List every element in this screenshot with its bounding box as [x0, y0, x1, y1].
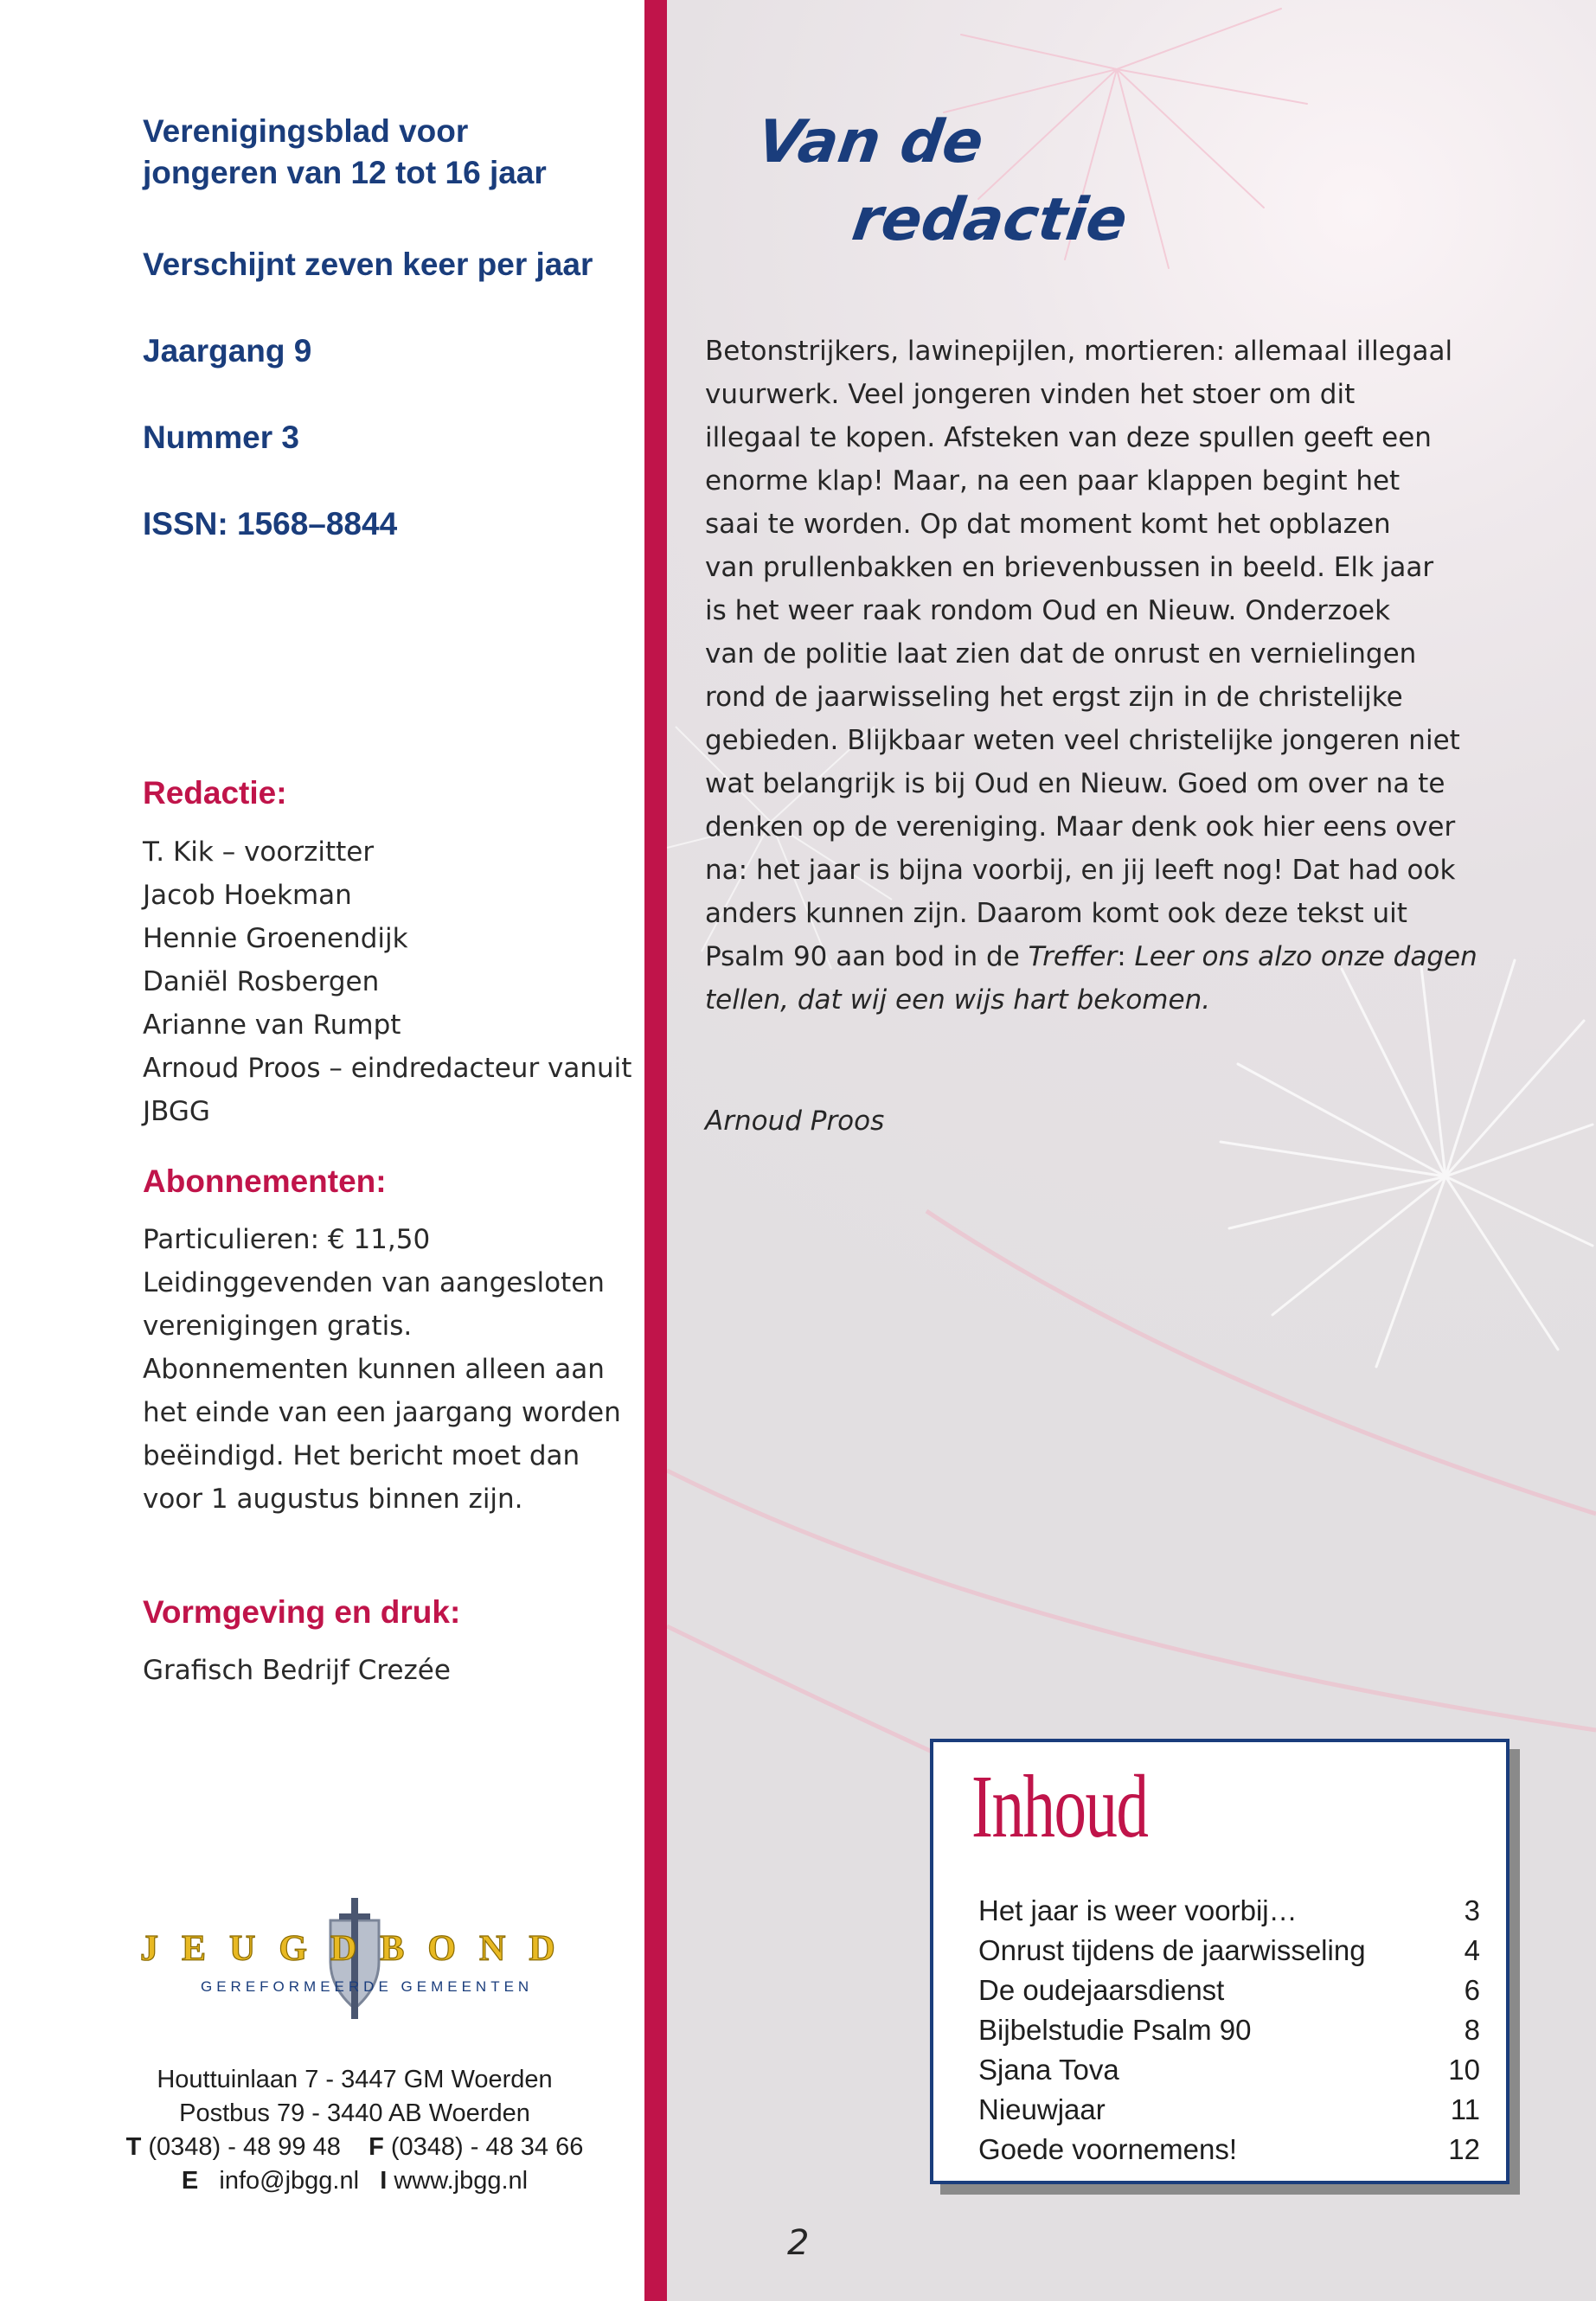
phone-label: T	[125, 2133, 142, 2161]
toc-entry-title: De oudejaarsdienst	[978, 1974, 1225, 2006]
toc-entry[interactable]	[978, 1971, 1480, 2010]
email-label: E	[181, 2167, 199, 2195]
redactie-member: Jacob Hoekman	[143, 880, 352, 911]
toc-entry-title: Goede voornemens!	[978, 2133, 1238, 2165]
toc-entry-title: Sjana Tova	[978, 2054, 1119, 2086]
toc-entry-page: 12	[1448, 2133, 1480, 2165]
abonnementen-line: verenigingen gratis.	[143, 1311, 413, 1342]
editorial-line: van de politie laat zien dat de onrust en vernielingen	[705, 638, 1417, 670]
editorial-line: enorme klap! Maar, na een paar klappen begint het	[705, 465, 1401, 497]
tagline-line-2: jongeren van 12 tot 16 jaar	[143, 155, 547, 190]
toc-entry-page: 4	[1464, 1934, 1480, 1966]
vormgeving-text	[143, 1649, 636, 1692]
editorial-line: van prullenbakken en brievenbussen in beeld. Elk jaar	[705, 552, 1434, 583]
quote-end: tellen, dat wij een wijs hart bekomen.	[705, 984, 1211, 1016]
redactie-list	[143, 830, 636, 1133]
fax-number: (0348) - 48 34 66	[390, 2133, 584, 2161]
quote-start: Leer ons alzo onze dagen	[1134, 941, 1477, 972]
masthead-tagline	[143, 111, 662, 194]
page-number: 2	[787, 2223, 810, 2263]
editorial-line: anders kunnen zijn. Daarom komt ook deze tekst uit	[705, 898, 1407, 929]
editorial-line: gebieden. Blijkbaar weten veel christelijke jongeren niet	[705, 725, 1460, 756]
toc-entry[interactable]	[978, 1891, 1480, 1931]
toc-entry-title: Bijbelstudie Psalm 90	[978, 2014, 1252, 2046]
editorial-line: illegaal te kopen. Afsteken van deze spullen geeft een	[705, 422, 1432, 453]
redactie-member: Hennie Groenendijk	[143, 923, 408, 954]
editorial-line: rond de jaarwisseling het ergst zijn in de christelijke	[705, 682, 1403, 713]
toc-entry-page: 10	[1448, 2054, 1480, 2086]
abonnementen-text	[143, 1218, 636, 1521]
toc-entry[interactable]	[978, 2050, 1480, 2090]
toc-entry[interactable]	[978, 2130, 1480, 2170]
toc-entry-page: 6	[1464, 1974, 1480, 2006]
web-label: I	[380, 2167, 388, 2195]
editorial-line: na: het jaar is bijna voorbij, en jij leeft nog! Dat had ook	[705, 855, 1456, 886]
email-address[interactable]: info@jbgg.nl	[219, 2167, 360, 2195]
address-block	[87, 2063, 623, 2198]
toc-entry[interactable]	[978, 2090, 1480, 2130]
issue-text: Nummer 3	[143, 420, 299, 455]
redactie-member: Arianne van Rumpt	[143, 1009, 401, 1041]
abonnementen-line: beëindigd. Het bericht moet dan	[143, 1440, 580, 1471]
table-of-contents	[930, 1739, 1509, 2184]
toc-entry[interactable]	[978, 2010, 1480, 2050]
toc-entry-title: Het jaar is weer voorbij…	[978, 1894, 1298, 1926]
abonnementen-line: Particulieren: € 11,50	[143, 1224, 431, 1255]
redactie-member: JBGG	[143, 1096, 210, 1127]
editorial-line: vuurwerk. Veel jongeren vinden het stoer om dit	[705, 379, 1356, 410]
jeugdbond-logo	[130, 1894, 580, 2033]
printer-name: Grafisch Bedrijf Crezée	[143, 1655, 451, 1686]
magazine-name: Treffer	[1028, 941, 1118, 972]
phone-number: (0348) - 48 99 48	[148, 2133, 341, 2161]
logo-wordmark: JEUGDBOND	[140, 1929, 579, 1969]
editorial-line: Betonstrijkers, lawinepijlen, mortieren: allemaal illegaal	[705, 336, 1453, 367]
issn-text: ISSN: 1568–8844	[143, 506, 398, 542]
redactie-heading: Redactie:	[143, 775, 287, 811]
address-line-1: Houttuinlaan 7 - 3447 GM Woerden	[157, 2066, 553, 2093]
tagline-line-1: Verenigingsblad voor	[143, 113, 469, 149]
address-line-2: Postbus 79 - 3440 AB Woerden	[179, 2099, 530, 2127]
abonnementen-heading: Abonnementen:	[143, 1163, 387, 1199]
logo-subtitle: GEREFORMEERDE GEMEENTEN	[201, 1978, 534, 1995]
toc-entry-title: Nieuwjaar	[978, 2093, 1106, 2125]
editorial-line	[705, 978, 1484, 1022]
abonnementen-line: Abonnementen kunnen alleen aan	[143, 1354, 605, 1385]
colon: :	[1117, 941, 1135, 972]
editorial-line: saai te worden. Op dat moment komt het opblazen	[705, 509, 1391, 540]
toc-entry[interactable]	[978, 1931, 1480, 1971]
editorial-line: is het weer raak rondom Oud en Nieuw. Onderzoek	[705, 595, 1391, 626]
toc-entry-page: 8	[1464, 2014, 1480, 2046]
redactie-member: Daniël Rosbergen	[143, 966, 380, 997]
editorial-line: denken op de vereniging. Maar denk ook hier eens over	[705, 811, 1456, 843]
editorial-signature: Arnoud Proos	[705, 1106, 885, 1137]
toc-list	[978, 1891, 1480, 2170]
fax-label: F	[369, 2133, 384, 2161]
editorial-line	[705, 935, 1484, 978]
volume-text: Jaargang 9	[143, 333, 312, 369]
abonnementen-line: het einde van een jaargang worden	[143, 1397, 621, 1428]
toc-title: Inhoud	[971, 1757, 1148, 1856]
frequency-text: Verschijnt zeven keer per jaar	[143, 247, 593, 282]
toc-entry-title: Onrust tijdens de jaarwisseling	[978, 1934, 1366, 1966]
crimson-divider	[644, 0, 667, 2301]
toc-entry-page: 3	[1464, 1894, 1480, 1926]
redactie-member: T. Kik – voorzitter	[143, 836, 375, 868]
toc-entry-page: 11	[1450, 2093, 1480, 2125]
editorial-title-line-2: redactie	[848, 186, 1132, 254]
redactie-member: Arnoud Proos – eindredacteur vanuit	[143, 1053, 632, 1084]
abonnementen-line: voor 1 augustus binnen zijn.	[143, 1484, 523, 1515]
psalm-text: Psalm 90 aan bod in de	[705, 941, 1029, 972]
abonnementen-line: Leidinggevenden van aangesloten	[143, 1267, 605, 1298]
website-url[interactable]: www.jbgg.nl	[394, 2167, 529, 2195]
vormgeving-heading: Vormgeving en druk:	[143, 1594, 461, 1630]
colophon-column	[0, 0, 644, 2301]
editorial-line: wat belangrijk is bij Oud en Nieuw. Goed om over na te	[705, 768, 1445, 799]
editorial-body	[705, 330, 1484, 1022]
contact-phone-fax	[87, 2131, 623, 2164]
contact-email-web	[87, 2164, 623, 2198]
editorial-title-line-1: Van de	[753, 108, 988, 176]
